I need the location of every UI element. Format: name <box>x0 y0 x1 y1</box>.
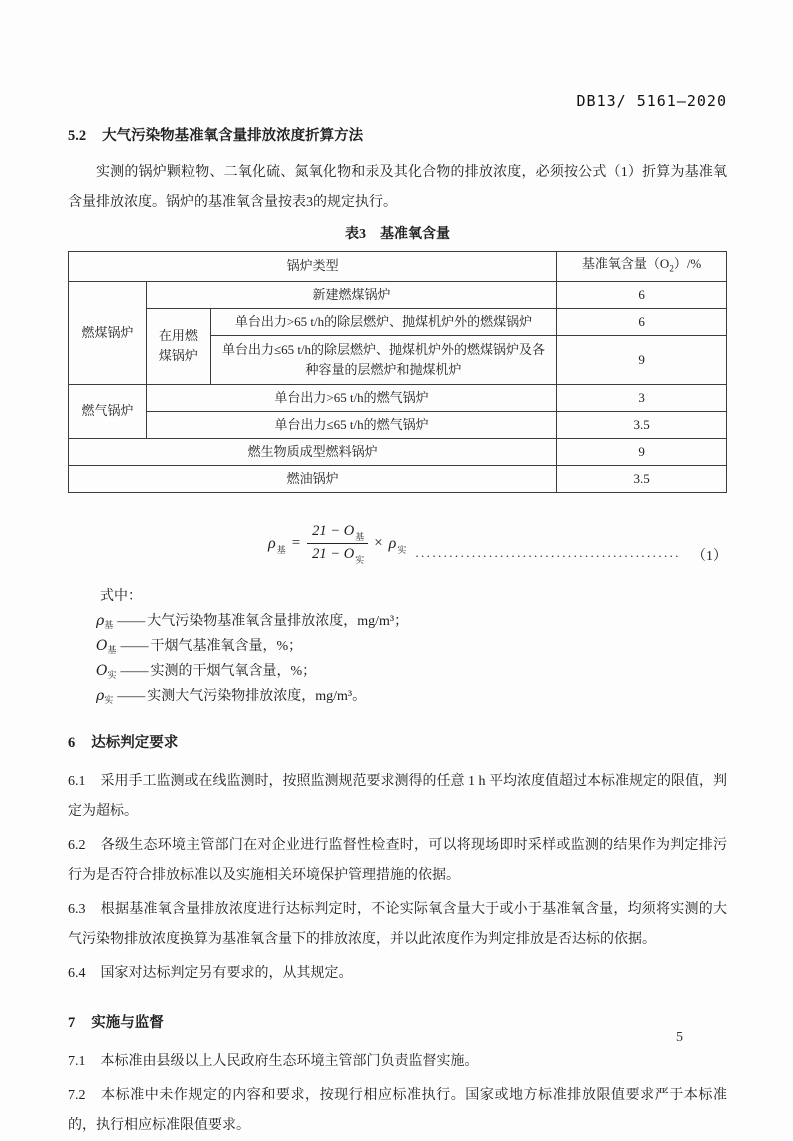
cell-new-coal: 新建燃煤锅炉 <box>146 281 556 308</box>
times-sign: × <box>374 535 383 552</box>
section-5-2-number: 5.2 <box>68 128 87 144</box>
table3-caption: 表3 基准氧含量 <box>345 227 450 242</box>
section-7-heading <box>68 1013 727 1033</box>
cell-inuse-group: 在用燃煤锅炉 <box>146 308 210 384</box>
table-row <box>69 308 727 335</box>
table-row <box>69 281 727 308</box>
cell-coal-group: 燃煤锅炉 <box>69 281 147 384</box>
cell-gas-le65-value: 3.5 <box>557 411 727 438</box>
table-row <box>69 411 727 438</box>
dotted-leader: ............................................... <box>415 544 681 560</box>
table3-header-boiler-type: 锅炉类型 <box>69 252 557 282</box>
table-row <box>69 384 727 411</box>
section-7-number: 7 <box>68 1014 76 1031</box>
section-5-2-heading <box>68 126 727 146</box>
cell-new-coal-value: 6 <box>557 281 727 308</box>
fraction-denominator: $21 - O_实$ <box>312 546 365 566</box>
section-6-title: 达标判定要求 <box>91 734 179 751</box>
table-row <box>69 465 727 492</box>
page-content <box>68 0 727 1141</box>
cell-gas-group: 燃气锅炉 <box>69 384 147 438</box>
clause-6-3: 6.3 根据基准氧含量排放浓度进行达标判定时，不论实际氧含量大于或小于基准氧含量，均须将实测的大气污染物排放浓度换算为基准氧含量下的排放浓度，并以此浓度作为判定排放是否达标的依据。 <box>68 901 727 947</box>
cell-gas-le65: 单台出力≤65 t/h的燃气锅炉 <box>146 411 556 438</box>
definition-o-actual: $O_实$ —— 实测的干烟气氧含量，%； <box>96 662 317 680</box>
section-7-title: 实施与监督 <box>91 1014 164 1031</box>
page-number: 5 <box>676 1030 683 1045</box>
fraction-numerator: $21 - O_基$ <box>307 522 368 544</box>
clause-6-1: 6.1 采用手工监测或在线监测时，按照监测规范要求测得的任意 1 h 平均浓度值超过本标准规定的限值，判定为超标。 <box>68 773 727 819</box>
clause-6-2: 6.2 各级生态环境主管部门在对企业进行监督性检查时，可以将现场即时采样或监测的结果作为判定排污行为是否符合排放标准以及实施相关环境保护管理措施的依据。 <box>68 837 727 883</box>
cell-gas-gt65: 单台出力>65 t/h的燃气锅炉 <box>146 384 556 411</box>
formula-1 <box>68 513 727 575</box>
table3 <box>68 251 727 493</box>
formula-fraction <box>307 522 368 565</box>
definition-o-base: $O_基$ —— 干烟气基准氧含量，%； <box>96 637 303 655</box>
formula-lhs: $\rho_基$ <box>268 534 286 555</box>
cell-oil-value: 3.5 <box>557 465 727 492</box>
definition-rho-base: $\rho_基$ —— 大气污染物基准氧含量排放浓度，mg/m³； <box>96 612 409 630</box>
cell-coal-gt65-value: 6 <box>557 308 727 335</box>
equals-sign: = <box>291 535 301 552</box>
section-6-number: 6 <box>68 734 76 751</box>
clause-7-2: 7.2 本标准中未作规定的内容和要求，按现行相应标准执行。国家或地方标准排放限值要求严于本标准的，执行相应标准限值要求。 <box>68 1087 727 1133</box>
clause-6-4: 6.4 国家对达标判定另有要求的，从其规定。 <box>68 965 353 981</box>
cell-gas-gt65-value: 3 <box>557 384 727 411</box>
cell-coal-gt65: 单台出力>65 t/h的除层燃炉、抛煤机炉外的燃煤锅炉 <box>210 308 556 335</box>
cell-coal-le65: 单台出力≤65 t/h的除层燃炉、抛煤机炉外的燃煤锅炉及各种容量的层燃炉和抛煤机炉 <box>210 335 556 384</box>
cell-biomass: 燃生物质成型燃料锅炉 <box>69 438 557 465</box>
table-row <box>69 438 727 465</box>
section-5-2-paragraph: 实测的锅炉颗粒物、二氧化硫、氮氧化物和汞及其化合物的排放浓度，必须按公式（1）折算为基准氧含量排放浓度。锅炉的基准氧含量按表3的规定执行。 <box>68 165 727 210</box>
equation-number: （1） <box>692 548 727 564</box>
section-5-2-title: 大气污染物基准氧含量排放浓度折算方法 <box>102 128 364 144</box>
where-label: 式中： <box>100 588 142 604</box>
formula-rhs: $\rho_实$ <box>388 534 407 555</box>
cell-biomass-value: 9 <box>557 438 727 465</box>
definition-rho-actual: $\rho_实$ —— 实测大气污染物排放浓度，mg/m³。 <box>96 687 367 705</box>
cell-coal-le65-value: 9 <box>557 335 727 384</box>
clause-7-1: 7.1 本标准由县级以上人民政府生态环境主管部门负责监督实施。 <box>68 1053 479 1069</box>
table3-header-o2: 基准氧含量$(O_2)/\%$ <box>557 252 727 282</box>
cell-oil: 燃油锅炉 <box>69 465 557 492</box>
section-6-heading <box>68 733 727 753</box>
document-number: DB13/ 5161—2020 <box>576 92 727 110</box>
table-row <box>69 252 727 282</box>
